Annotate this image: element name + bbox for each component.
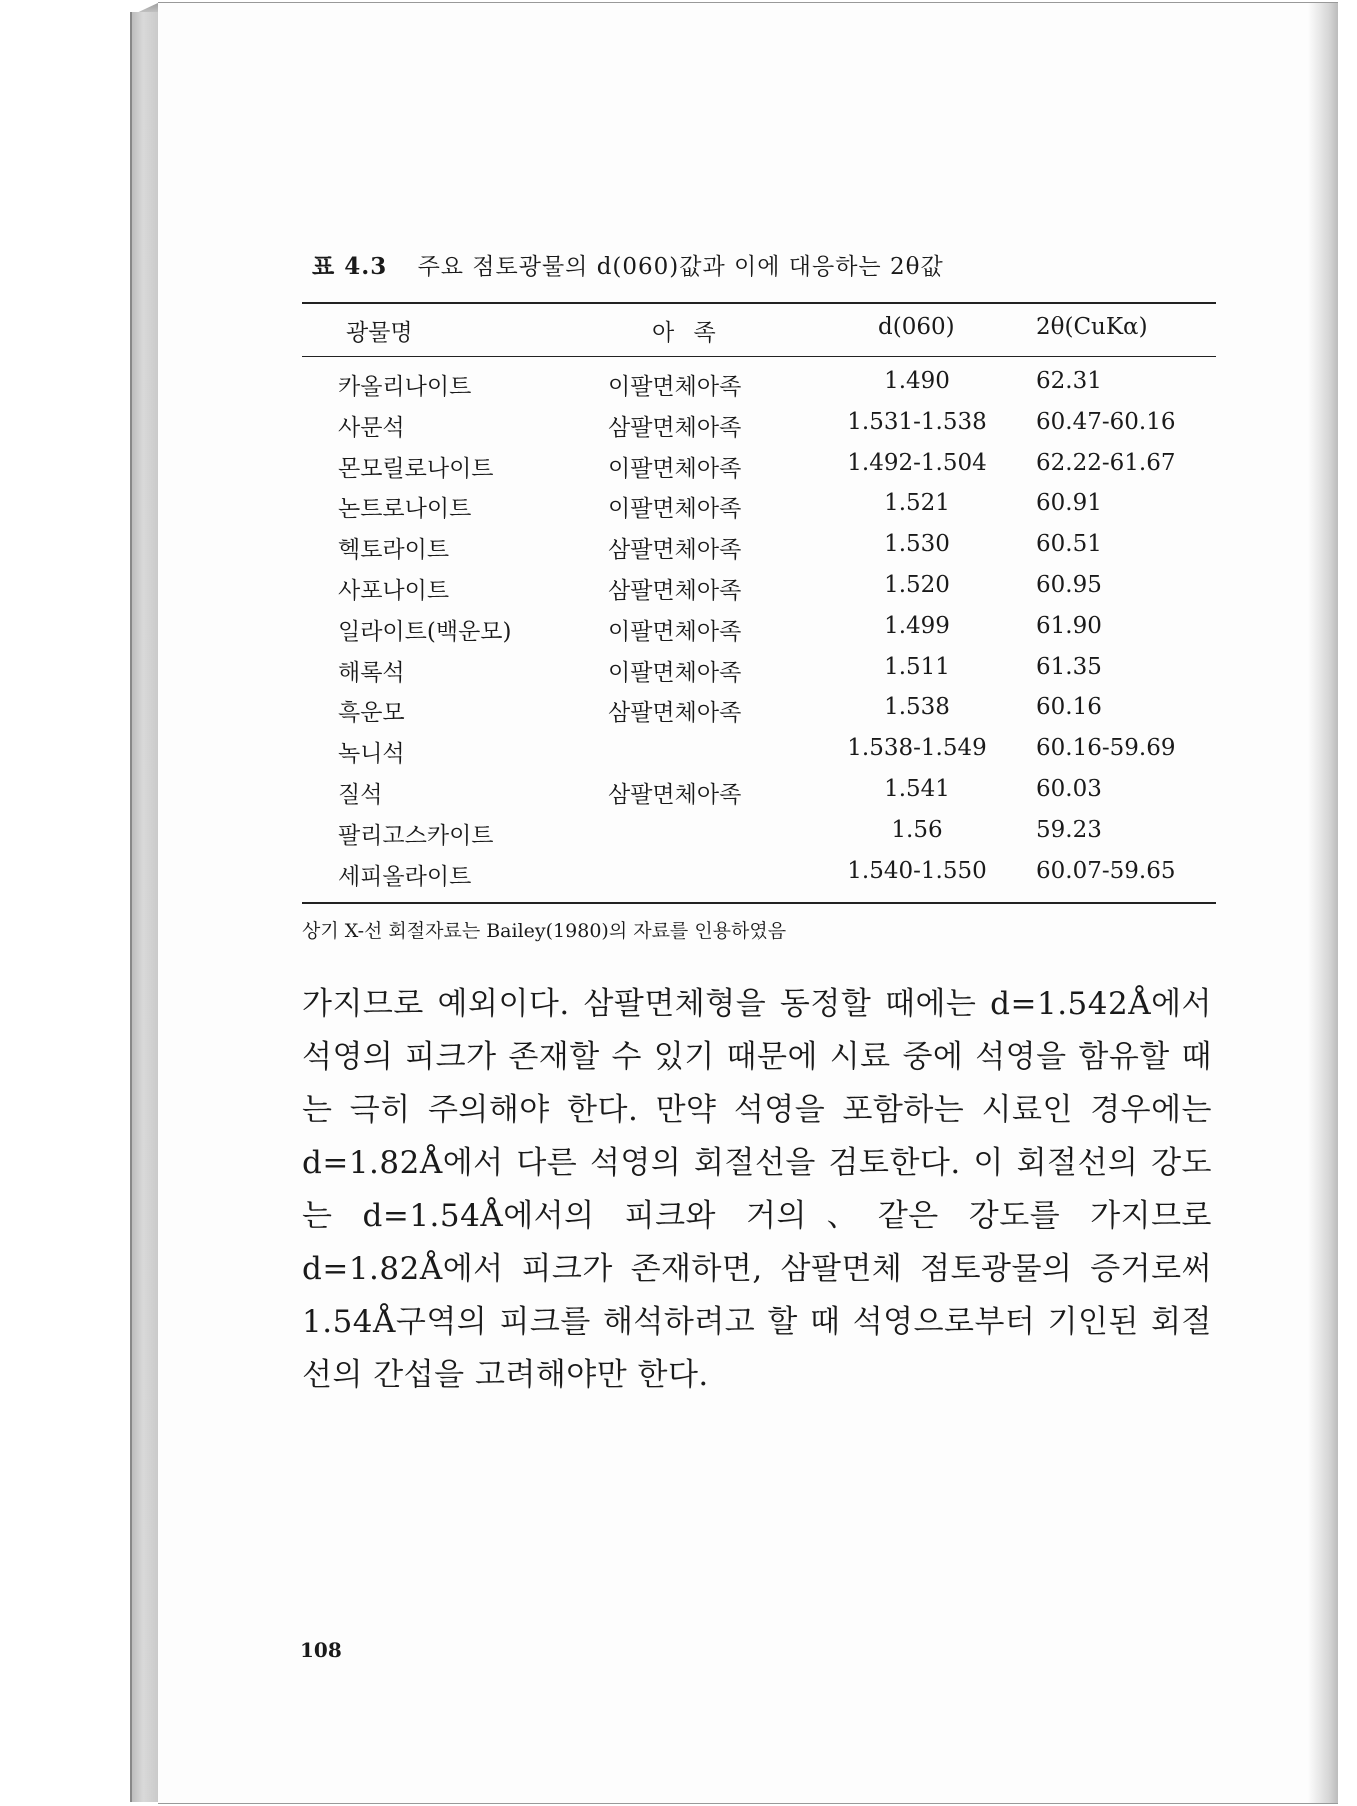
- table-bottom-rule: [302, 902, 1216, 904]
- mineral-name-cell: 흑운모: [338, 700, 405, 727]
- mineral-name-cell: 논트로나이트: [338, 496, 472, 523]
- mineral-name-cell: 카올리나이트: [338, 374, 472, 400]
- table-header-rule: [302, 356, 1216, 357]
- two-theta-cell: 61.90: [1036, 612, 1102, 639]
- d060-cell: 1.520: [884, 572, 950, 598]
- subgroup-cell: 삼팔면체아족: [608, 578, 742, 604]
- two-theta-cell: 61.35: [1036, 653, 1102, 680]
- d060-cell: 1.490: [884, 368, 950, 394]
- d060-cell: 1.511: [884, 653, 950, 680]
- subgroup-cell: 삼팔면체아족: [608, 537, 742, 564]
- two-theta-cell: 59.23: [1036, 816, 1102, 843]
- two-theta-cell: 62.31: [1036, 368, 1102, 394]
- mineral-name-cell: 팔리고스카이트: [338, 822, 494, 849]
- mineral-name-cell: 헥토라이트: [338, 537, 450, 564]
- two-theta-cell: 60.16: [1036, 694, 1102, 721]
- d060-cell: 1.531-1.538: [847, 408, 987, 435]
- header-2theta: 2θ(CuKα): [1036, 314, 1148, 340]
- subgroup-cell: 삼팔면체아족: [608, 782, 742, 808]
- two-theta-cell: 60.51: [1036, 531, 1102, 558]
- mineral-name-cell: 몬모릴로나이트: [338, 455, 494, 482]
- book-spine-edge: [130, 12, 161, 1802]
- mineral-name-cell: 사문석: [338, 414, 405, 441]
- d060-cell: 1.521: [884, 490, 950, 517]
- body-paragraph: 가지므로 예외이다. 삼팔면체형을 동정할 때에는 d=1.542Å에서 석영의 피크가 존재할 수 있기 때문에 시료 중에 석영을 함유할 때는 극히 주의해야 한다. 만약 석영을 포함하는 시료인 경우에는 d=1.82Å에서 다른 석영의 회절선을 검토한다. 이 회절선의 강도는 d=1.54Å에서의 피크와 거의、같은 강도를 가지므로 d=1.82Å에서 피크가 존재하면, 삼팔면체 점토광물의 증거로써 1.54Å구역의 피크를 해석하려고 할 때 석영으로부터 기인된 회절선의 간섭을 고려해야만 한다.: [302, 986, 1212, 1393]
- two-theta-cell: 60.03: [1036, 776, 1102, 802]
- subgroup-cell: 이팔면체아족: [608, 374, 742, 400]
- two-theta-cell: 62.22-61.67: [1036, 449, 1176, 476]
- table-top-rule: [302, 302, 1216, 304]
- table-title: 주요 점토광물의 d(060)값과 이에 대응하는 2θ값: [417, 254, 944, 280]
- mineral-name-cell: 세피올라이트: [338, 863, 472, 890]
- d060-cell: 1.499: [884, 612, 950, 639]
- subgroup-cell: 이팔면체아족: [608, 455, 742, 482]
- page-curl-shadow: [1308, 3, 1338, 1803]
- d060-cell: 1.540-1.550: [847, 857, 987, 884]
- header-d060: d(060): [878, 314, 955, 340]
- mineral-name-cell: 녹니석: [338, 741, 405, 768]
- two-theta-cell: 60.95: [1036, 572, 1102, 598]
- mineral-name-cell: 사포나이트: [338, 578, 450, 604]
- d060-cell: 1.492-1.504: [847, 449, 987, 476]
- table-note: 상기 X-선 회절자료는 Bailey(1980)의 자료를 인용하였음: [302, 920, 787, 942]
- mineral-name-cell: 일라이트(백운모): [338, 618, 512, 645]
- table-caption: [312, 248, 944, 281]
- table-number: 표 4.3: [312, 253, 388, 280]
- d060-cell: 1.538: [884, 694, 950, 721]
- two-theta-cell: 60.47-60.16: [1036, 408, 1176, 435]
- subgroup-cell: 이팔면체아족: [608, 659, 742, 686]
- mineral-name-cell: 질석: [338, 782, 383, 808]
- subgroup-cell: 이팔면체아족: [608, 618, 742, 645]
- subgroup-cell: 삼팔면체아족: [608, 700, 742, 727]
- page-number: 108: [300, 1638, 342, 1662]
- mineral-name-cell: 해록석: [338, 659, 405, 686]
- d060-cell: 1.538-1.549: [847, 735, 987, 762]
- two-theta-cell: 60.16-59.69: [1036, 735, 1176, 762]
- d060-cell: 1.530: [884, 531, 950, 558]
- two-theta-cell: 60.91: [1036, 490, 1102, 517]
- subgroup-cell: 삼팔면체아족: [608, 414, 742, 441]
- two-theta-cell: 60.07-59.65: [1036, 857, 1176, 884]
- d060-cell: 1.56: [891, 816, 943, 843]
- header-mineral-name: 광물명: [346, 320, 413, 346]
- header-subgroup: 아 족: [652, 320, 722, 346]
- d060-cell: 1.541: [884, 776, 950, 802]
- subgroup-cell: 이팔면체아족: [608, 496, 742, 523]
